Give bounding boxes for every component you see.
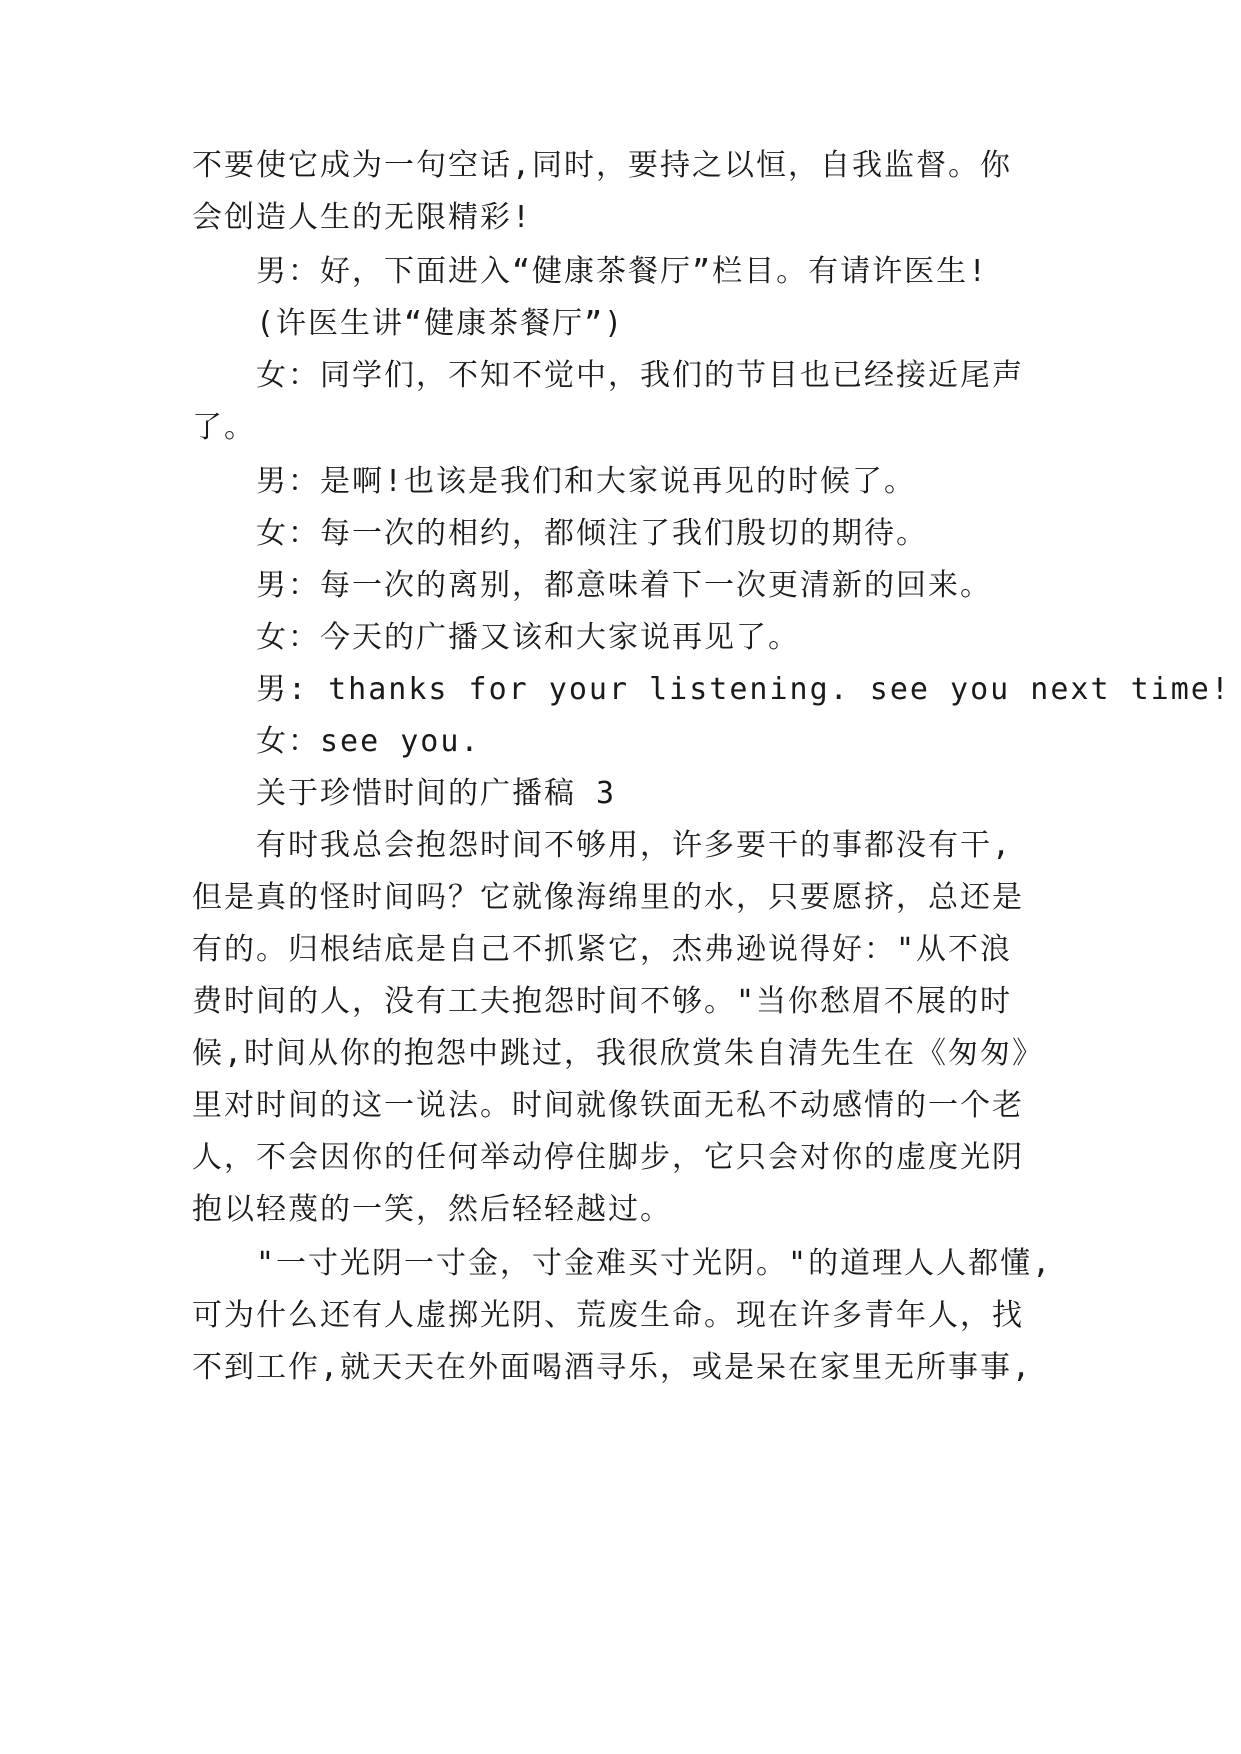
text-line: 女：同学们，不知不觉中，我们的节目也已经接近尾声 — [256, 358, 1024, 393]
text-line: 女：see you. — [256, 724, 481, 759]
text-line: 里对时间的这一说法。时间就像铁面无私不动感情的一个老 — [192, 1088, 1024, 1123]
text-line: "一寸光阴一寸金，寸金难买寸光阴。"的道理人人都懂, — [256, 1246, 1053, 1281]
text-line: 但是真的怪时间吗？它就像海绵里的水，只要愿挤，总还是 — [192, 880, 1024, 915]
text-line: 男：是啊!也该是我们和大家说再见的时候了。 — [256, 464, 917, 499]
text-line: 不到工作,就天天在外面喝酒寻乐，或是呆在家里无所事事, — [192, 1350, 1033, 1385]
text-line: 男: thanks for your listening. see you next time! — [256, 672, 1231, 707]
text-line: 人，不会因你的任何举动停住脚步，它只会对你的虚度光阴 — [192, 1140, 1024, 1175]
text-line: 费时间的人，没有工夫抱怨时间不够。"当你愁眉不展的时 — [192, 984, 1013, 1019]
text-line: 女：今天的广播又该和大家说再见了。 — [256, 620, 800, 655]
text-line: 抱以轻蔑的一笑，然后轻轻越过。 — [192, 1192, 672, 1227]
text-line: 可为什么还有人虚掷光阴、荒废生命。现在许多青年人，找 — [192, 1298, 1024, 1333]
section-heading: 关于珍惜时间的广播稿 3 — [256, 776, 617, 811]
text-line: 候,时间从你的抱怨中跳过，我很欣赏朱自清先生在《匆匆》 — [192, 1036, 1045, 1071]
text-line: 有时我总会抱怨时间不够用，许多要干的事都没有干, — [256, 828, 1013, 863]
text-line: (许医生讲“健康茶餐厅”) — [256, 306, 625, 341]
text-line: 女：每一次的相约，都倾注了我们殷切的期待。 — [256, 516, 928, 551]
text-line: 男：好，下面进入“健康茶餐厅”栏目。有请许医生! — [256, 254, 989, 289]
text-line: 不要使它成为一句空话,同时，要持之以恒，自我监督。你 — [192, 148, 1013, 183]
text-line: 会创造人生的无限精彩! — [192, 200, 533, 235]
text-line: 有的。归根结底是自己不抓紧它，杰弗逊说得好："从不浪 — [192, 932, 1013, 967]
text-line: 男：每一次的离别，都意味着下一次更清新的回来。 — [256, 568, 992, 603]
text-line: 了。 — [192, 410, 256, 445]
